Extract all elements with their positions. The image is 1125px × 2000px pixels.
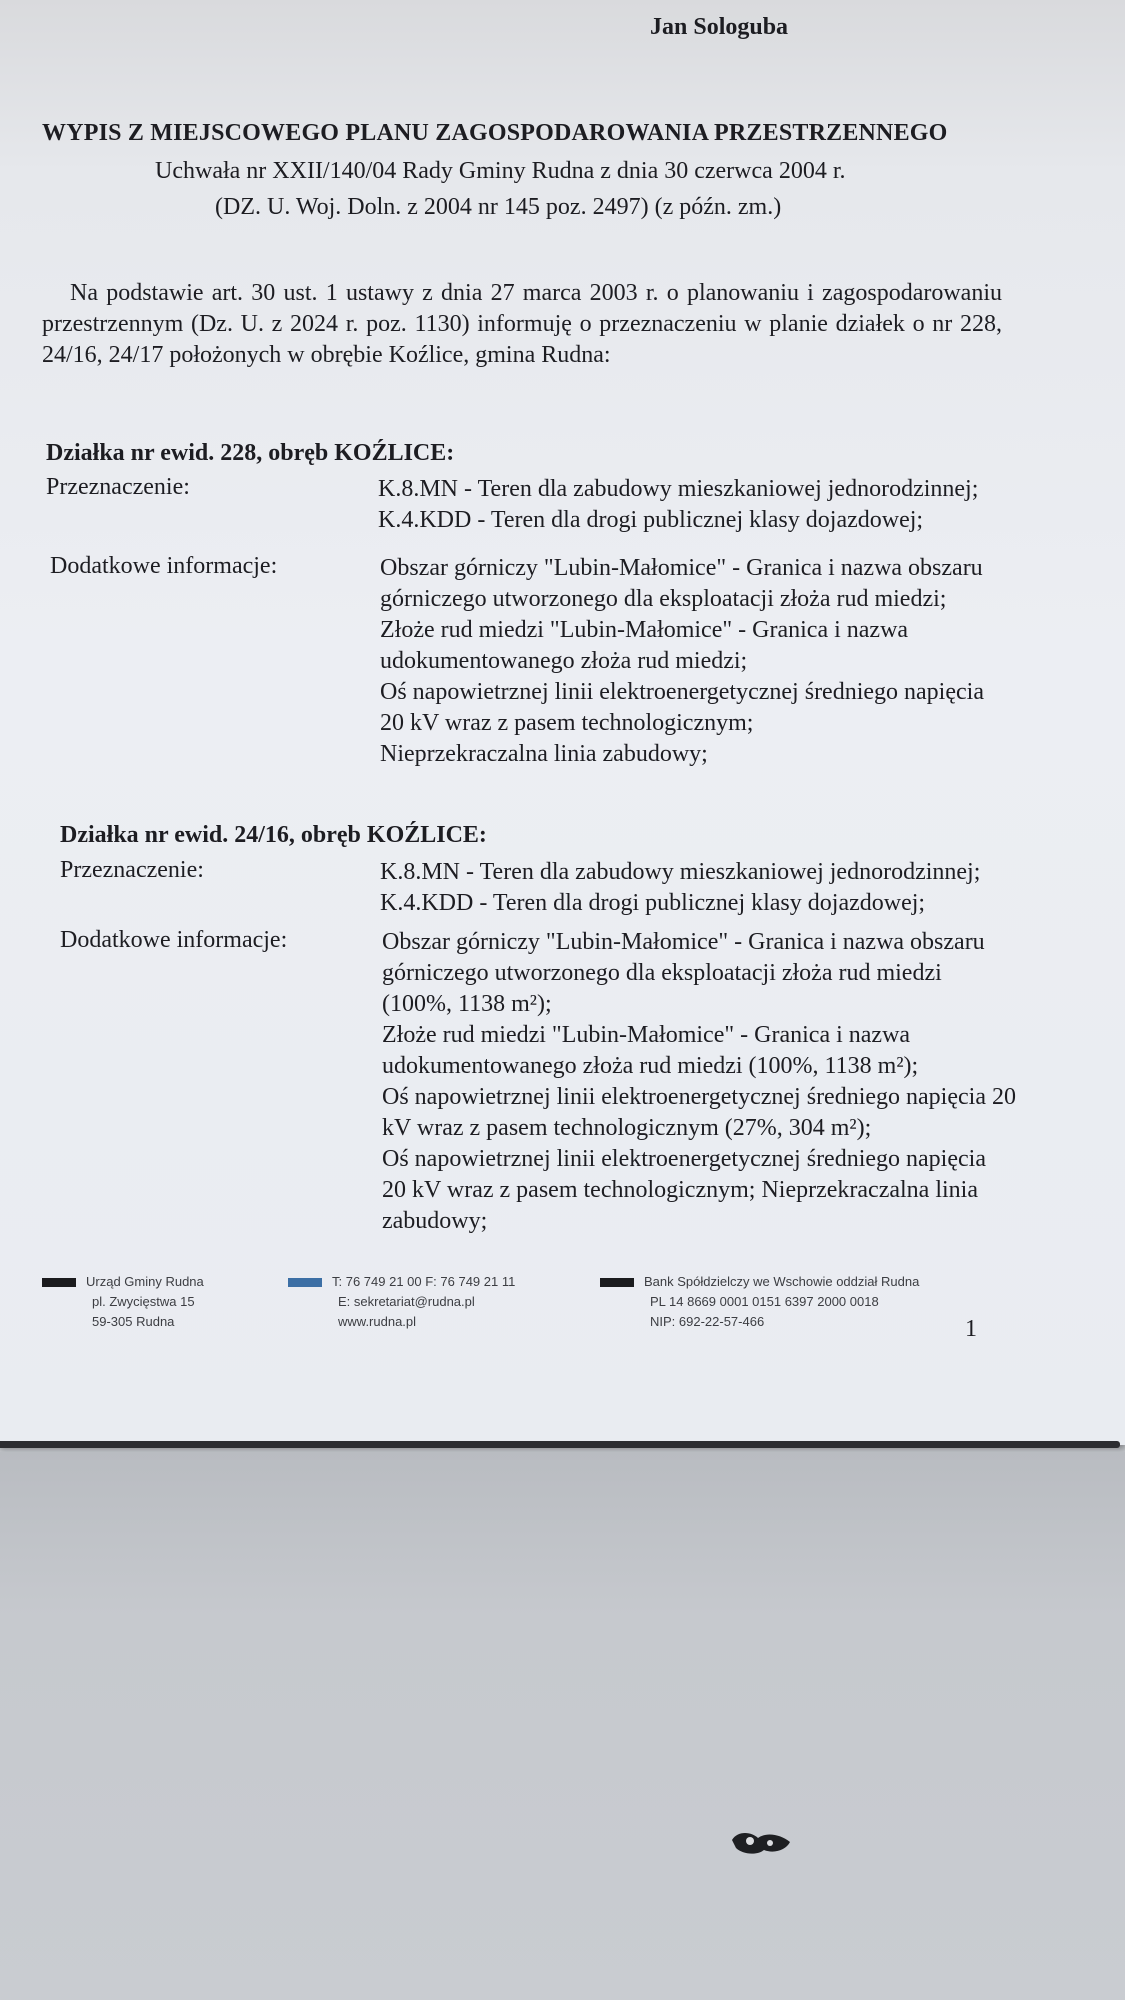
page-number: 1	[965, 1316, 977, 1342]
footer-nip: NIP: 692-22-57-466	[650, 1314, 765, 1329]
footer-office-name: Urząd Gminy Rudna	[86, 1274, 204, 1289]
list-item: K.8.MN - Teren dla zabudowy mieszkaniowej jednorodzinnej;	[378, 476, 979, 502]
background-surface	[0, 1452, 1125, 2000]
list-item: Obszar górniczy "Lubin-Małomice" - Granica i nazwa obszaru	[382, 929, 985, 955]
footer-bank-account: PL 14 8669 0001 0151 6397 2000 0018	[650, 1294, 879, 1309]
footer-office-address	[42, 1272, 204, 1332]
parcel-228-purpose-list	[378, 474, 978, 536]
parcel-228-heading: Działka nr ewid. 228, obręb KOŹLICE:	[46, 440, 455, 466]
parcel-24-16-purpose-label: Przeznaczenie:	[60, 857, 204, 883]
list-item: udokumentowanego złoża rud miedzi (100%, 1138 m²);	[382, 1053, 919, 1079]
intro-text: Na podstawie art. 30 ust. 1 ustawy z dnia 27 marca 2003 r. o planowaniu i zagospodarowaniu przestrzennym (Dz. U. z 2024 r. poz. 1130) informuję o przeznaczeniu w planie działek o nr 228, 24/16, 24/17 położonych w obrębie Koźlice, gmina Rudna:	[42, 280, 1002, 368]
footer-bank-name: Bank Spółdzielczy we Wschowie oddział Rudna	[644, 1274, 920, 1289]
list-item: Złoże rud miedzi "Lubin-Małomice" - Granica i nazwa	[382, 1022, 911, 1048]
resolution-reference: Uchwała nr XXII/140/04 Rady Gminy Rudna z dnia 30 czerwca 2004 r.	[155, 158, 846, 184]
paper-edge	[0, 1441, 1120, 1448]
footer-website: www.rudna.pl	[338, 1314, 417, 1329]
list-item: zabudowy;	[382, 1208, 488, 1234]
footer-office-postcode: 59-305 Rudna	[92, 1314, 175, 1329]
footer-bank	[600, 1272, 919, 1332]
list-item: 20 kV wraz z pasem technologicznym;	[380, 710, 754, 736]
footer-mark-icon	[600, 1278, 634, 1287]
list-item: udokumentowanego złoża rud miedzi;	[380, 648, 748, 674]
footer-email: E: sekretariat@rudna.pl	[338, 1294, 475, 1309]
parcel-24-16-extra-list	[382, 927, 1016, 1237]
intro-paragraph	[42, 278, 1002, 371]
list-item: Oś napowietrznej linii elektroenergetycznej średniego napięcia 20	[382, 1084, 1016, 1110]
recipient-name: Jan Sologuba	[650, 14, 789, 40]
list-item: Nieprzekraczalna linia zabudowy;	[380, 741, 708, 767]
list-item: 20 kV wraz z pasem technologicznym; Nieprzekraczalna linia	[382, 1177, 978, 1203]
parcel-228-extra-list	[380, 553, 984, 770]
parcel-24-16-extra-label: Dodatkowe informacje:	[60, 927, 288, 953]
journal-reference: (DZ. U. Woj. Doln. z 2004 nr 145 poz. 2497) (z późn. zm.)	[215, 194, 782, 220]
footer-phone-fax: T: 76 749 21 00 F: 76 749 21 11	[332, 1274, 516, 1289]
document-title: WYPIS Z MIEJSCOWEGO PLANU ZAGOSPODAROWANIA PRZESTRZENNEGO	[42, 120, 948, 146]
footer-office-street: pl. Zwycięstwa 15	[92, 1294, 195, 1309]
list-item: górniczego utworzonego dla eksploatacji złoża rud miedzi	[382, 960, 942, 986]
parcel-24-16-purpose-list	[380, 857, 980, 919]
list-item: Oś napowietrznej linii elektroenergetycznej średniego napięcia	[380, 679, 984, 705]
footer-contact	[288, 1272, 515, 1332]
list-item: Obszar górniczy "Lubin-Małomice" - Granica i nazwa obszaru	[380, 555, 983, 581]
list-item: górniczego utworzonego dla eksploatacji złoża rud miedzi;	[380, 586, 947, 612]
parcel-228-extra-label: Dodatkowe informacje:	[50, 553, 278, 579]
list-item: Złoże rud miedzi "Lubin-Małomice" - Granica i nazwa	[380, 617, 909, 643]
parcel-24-16-heading: Działka nr ewid. 24/16, obręb KOŹLICE:	[60, 822, 487, 848]
debris-speck-icon	[728, 1828, 794, 1858]
list-item: kV wraz z pasem technologicznym (27%, 304 m²);	[382, 1115, 872, 1141]
footer-mark-icon	[288, 1278, 322, 1287]
footer-mark-icon	[42, 1278, 76, 1287]
list-item: K.4.KDD - Teren dla drogi publicznej klasy dojazdowej;	[378, 507, 924, 533]
list-item: K.8.MN - Teren dla zabudowy mieszkaniowej jednorodzinnej;	[380, 859, 981, 885]
parcel-228-purpose-label: Przeznaczenie:	[46, 474, 190, 500]
list-item: K.4.KDD - Teren dla drogi publicznej klasy dojazdowej;	[380, 890, 926, 916]
list-item: Oś napowietrznej linii elektroenergetycznej średniego napięcia	[382, 1146, 986, 1172]
list-item: (100%, 1138 m²);	[382, 991, 552, 1017]
